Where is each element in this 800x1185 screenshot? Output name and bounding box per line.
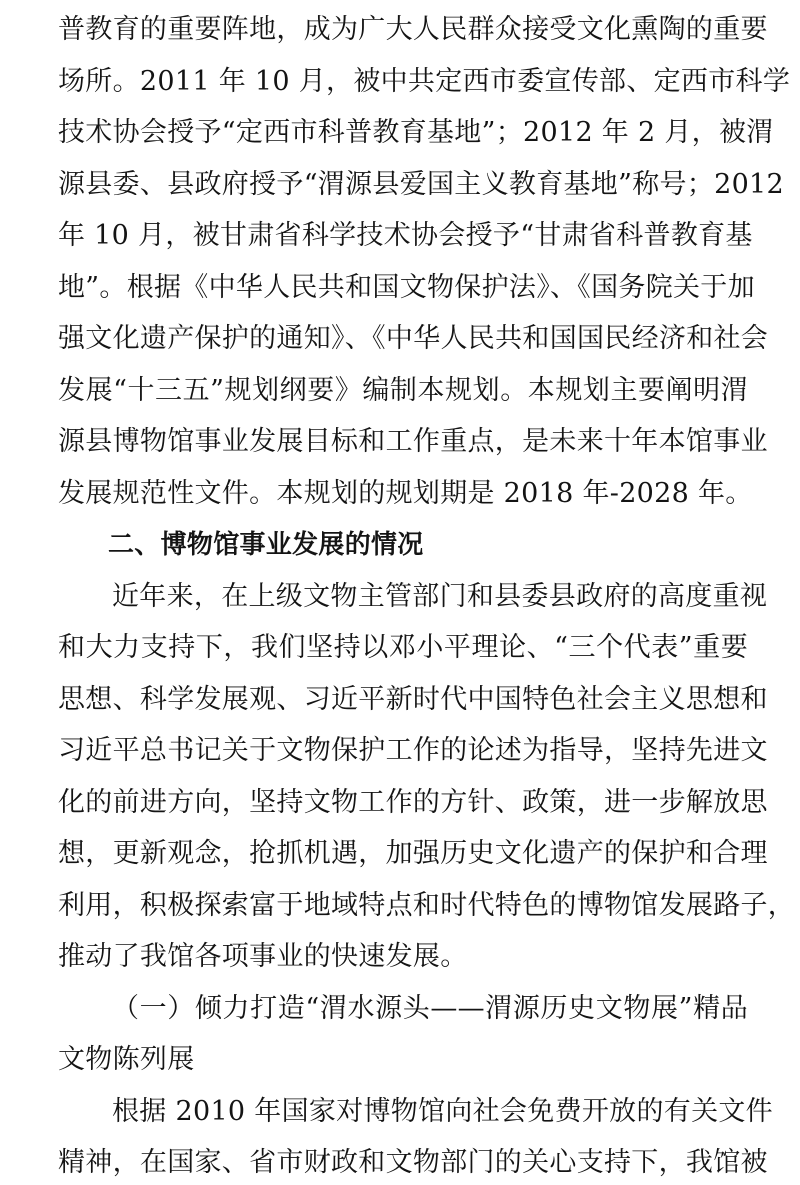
paragraph-line-11: 近年来，在上级文物主管部门和县委县政府的高度重视 bbox=[112, 581, 768, 612]
paragraph-line-9: 源县博物馆事业发展目标和工作重点，是未来十年本馆事业 bbox=[58, 426, 768, 457]
paragraph-line-12: 和大力支持下，我们坚持以邓小平理论、“三个代表”重要 bbox=[58, 632, 748, 663]
paragraph-line-8: 发展“十三五”规划纲要》编制本规划。本规划主要阐明渭 bbox=[58, 375, 748, 406]
paragraph-line-14: 习近平总书记关于文物保护工作的论述为指导，坚持先进文 bbox=[58, 735, 768, 766]
subsection-heading-cont: 文物陈列展 bbox=[58, 1044, 195, 1075]
paragraph-line-15: 化的前进方向，坚持文物工作的方针、政策，进一步解放思 bbox=[58, 787, 768, 818]
paragraph-line-17: 利用，积极探索富于地域特点和时代特色的博物馆发展路子， bbox=[58, 890, 796, 921]
paragraph-line-16: 想，更新观念，抢抓机遇，加强历史文化遗产的保护和合理 bbox=[58, 838, 768, 869]
paragraph-line-3: 技术协会授予“定西市科普教育基地”；2012 年 2 月，被渭 bbox=[58, 117, 774, 148]
subsection-heading: （一）倾力打造“渭水源头——渭源历史文物展”精品 bbox=[112, 993, 748, 1024]
section-heading: 二、博物馆事业发展的情况 bbox=[108, 530, 424, 560]
paragraph-line-10: 发展规范性文件。本规划的规划期是 2018 年-2028 年。 bbox=[58, 478, 753, 509]
paragraph-line-6: 地”。根据《中华人民共和国文物保护法》、《国务院关于加 bbox=[58, 272, 755, 303]
paragraph-line-20: 精神，在国家、省市财政和文物部门的关心支持下，我馆被 bbox=[58, 1147, 768, 1178]
paragraph-line-18: 推动了我馆各项事业的快速发展。 bbox=[58, 941, 468, 972]
paragraph-line-4: 源县委、县政府授予“渭源县爱国主义教育基地”称号；2012 bbox=[58, 169, 785, 200]
paragraph-line-7: 强文化遗产保护的通知》、《中华人民共和国国民经济和社会 bbox=[58, 323, 769, 354]
paragraph-line-13: 思想、科学发展观、习近平新时代中国特色社会主义思想和 bbox=[58, 684, 768, 715]
paragraph-line-19: 根据 2010 年国家对博物馆向社会免费开放的有关文件 bbox=[112, 1096, 773, 1127]
paragraph-line-1: 普教育的重要阵地，成为广大人民群众接受文化熏陶的重要 bbox=[58, 14, 768, 45]
paragraph-line-2: 场所。2011 年 10 月，被中共定西市委宣传部、定西市科学 bbox=[58, 66, 791, 97]
paragraph-line-5: 年 10 月，被甘肃省科学技术协会授予“甘肃省科普教育基 bbox=[58, 220, 753, 251]
